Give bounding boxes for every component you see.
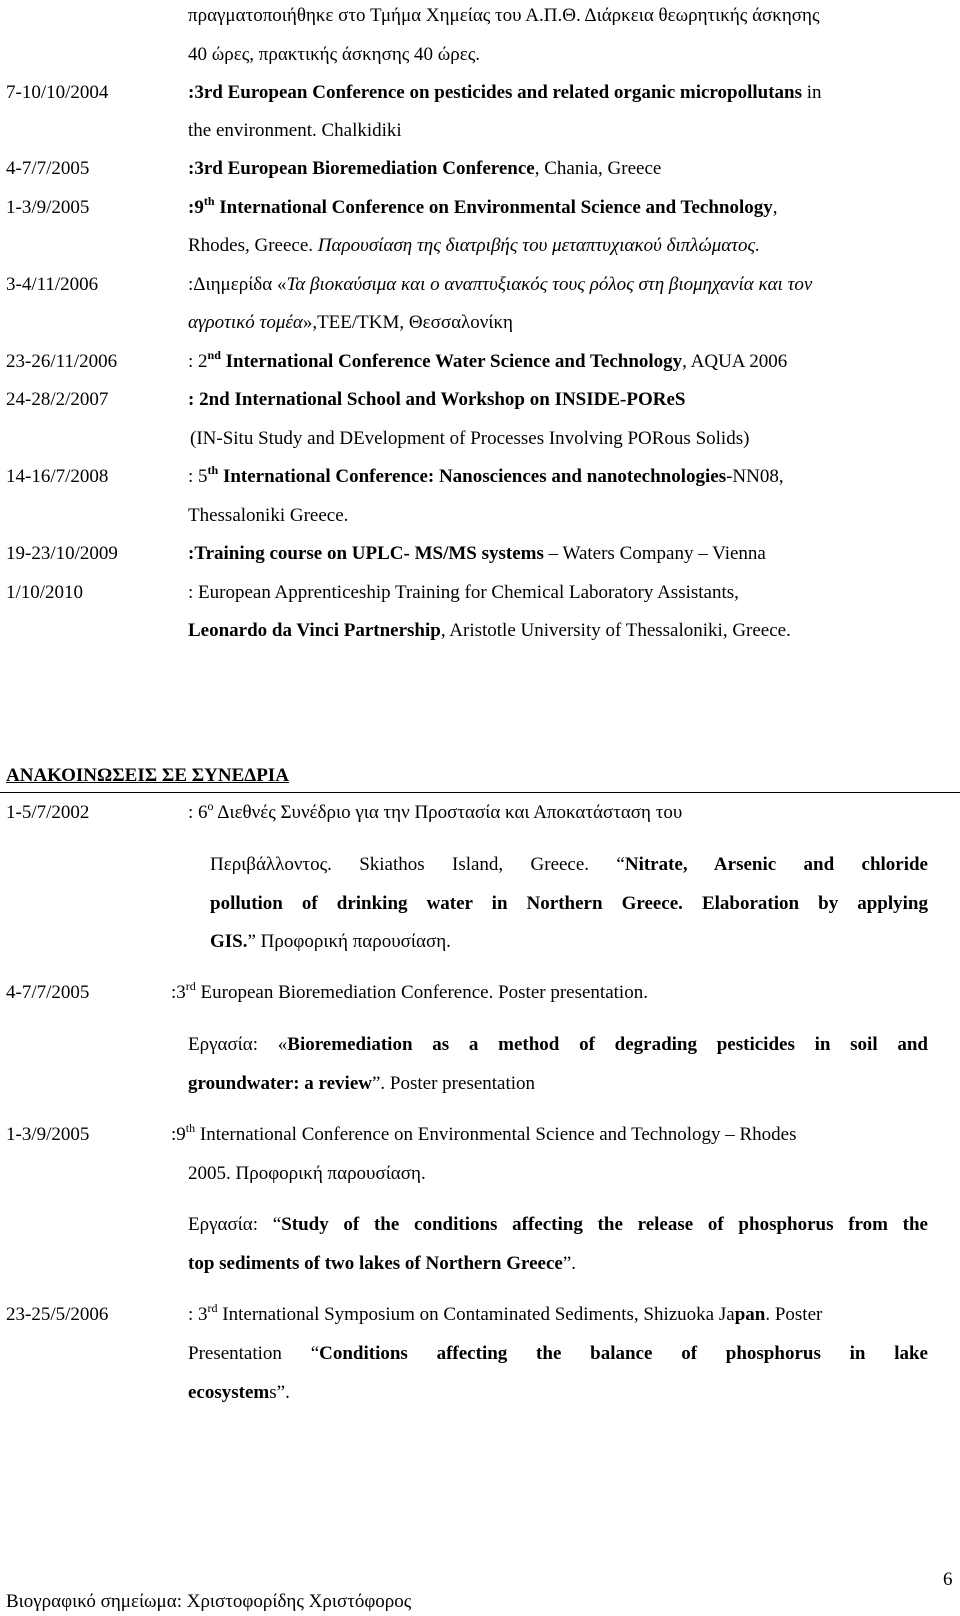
entry-text-cont: the environment. Chalkidiki	[188, 120, 402, 141]
announcement-date: 1-3/9/2005	[6, 1124, 90, 1145]
entry-text: :Διημερίδα «Τα βιοκαύσιμα και ο αναπτυξιακός τους ρόλος στη βιομηχανία και τον	[188, 274, 813, 295]
entry-date: 23-26/11/2006	[6, 351, 118, 372]
entry-date: 14-16/7/2008	[6, 466, 109, 487]
entry-text: :3rd European Bioremediation Conference, Chania, Greece	[188, 158, 662, 179]
entry-date: 3-4/11/2006	[6, 274, 99, 295]
entry-text: : European Apprenticeship Training for Chemical Laboratory Assistants,	[188, 582, 739, 603]
section-rule	[0, 792, 960, 793]
entry-date: 4-7/7/2005	[6, 158, 90, 179]
entry-text-cont: (IN-Situ Study and DEvelopment of Processes Involving PORous Solids)	[190, 428, 750, 449]
announcement-text-cont: GIS.” Προφορική παρουσίαση.	[210, 931, 451, 952]
entry-date: 1/10/2010	[6, 582, 84, 603]
entry-text: : 2nd International School and Workshop on INSIDE-POReS	[188, 389, 686, 410]
entry-date: 24-28/2/2007	[6, 389, 109, 410]
entry-date: 7-10/10/2004	[6, 82, 109, 103]
announcement-text-cont: pollution of drinking water in Northern Greece. Elaboration by applying	[210, 893, 928, 914]
entry-text: :9th International Conference on Environmental Science and Technology,	[188, 194, 778, 218]
announcement-text: : $6^o$ Διεθνές Συνέδριο για την Προστασία και Αποκατάσταση του	[188, 799, 683, 823]
announcement-date: 23-25/5/2006	[6, 1304, 109, 1325]
announcement-text-cont: ecosystems”.	[188, 1382, 290, 1403]
continuation-line-2: 40 ώρες, πρακτικής άσκησης 40 ώρες.	[188, 44, 481, 65]
announcement-date: 4-7/7/2005	[6, 982, 90, 1003]
continuation-line-1: πραγματοποιήθηκε στο Τμήμα Χημείας του Α.Π.Θ. Διάρκεια θεωρητικής άσκησης	[188, 5, 820, 26]
entry-text: :3rd European Conference on pesticides and related organic micropollutans in	[188, 82, 822, 103]
announcement-text-cont: groundwater: a review”. Poster presentation	[188, 1073, 536, 1094]
entry-text-cont: αγροτικό τομέα»,ΤΕΕ/ΤΚΜ, Θεσσαλονίκη	[188, 312, 513, 333]
page-footer: Βιογραφικό σημείωμα: Χριστοφορίδης Χριστόφορος	[6, 1591, 412, 1612]
entry-text: :Training course on UPLC- MS/MS systems – Waters Company – Vienna	[188, 543, 766, 564]
section-heading: ΑΝΑΚΟΙΝΩΣΕΙΣ ΣΕ ΣΥΝΕΔΡΙΑ	[6, 765, 289, 786]
announcement-text-cont: Εργασία: “Study of the conditions affecting the release of phosphorus from the	[188, 1214, 928, 1235]
announcement-text-cont: top sediments of two lakes of Northern Greece”.	[188, 1253, 577, 1274]
entry-text-cont: Rhodes, Greece. Παρουσίαση της διατριβής του μεταπτυχιακού διπλώματος.	[188, 235, 760, 256]
entry-date: 1-3/9/2005	[6, 197, 90, 218]
entry-text: : 2nd International Conference Water Science and Technology, AQUA 2006	[188, 348, 788, 372]
entry-date: 19-23/10/2009	[6, 543, 118, 564]
entry-text: : 5th International Conference: Nanosciences and nanotechnologies-NN08,	[188, 463, 784, 487]
announcement-text-cont: Presentation “Conditions affecting the balance of phosphorus in lake	[188, 1343, 928, 1364]
announcement-text: : 3rd International Symposium on Contaminated Sediments, Shizuoka Japan. Poster	[188, 1301, 823, 1325]
page-number: 6	[943, 1569, 953, 1590]
announcement-text: :9th International Conference on Environmental Science and Technology – Rhodes	[171, 1121, 797, 1145]
announcement-text: :3rd European Bioremediation Conference. Poster presentation.	[171, 979, 648, 1003]
entry-text-cont: Thessaloniki Greece.	[188, 505, 349, 526]
announcement-text-cont: Εργασία: «Bioremediation as a method of degrading pesticides in soil and	[188, 1034, 928, 1055]
announcement-text-cont: Περιβάλλοντος. Skiathos Island, Greece. “Nitrate, Arsenic and chloride	[210, 854, 928, 875]
announcement-text-cont: 2005. Προφορική παρουσίαση.	[188, 1163, 426, 1184]
announcement-date: 1-5/7/2002	[6, 802, 90, 823]
entry-text-cont: Leonardo da Vinci Partnership, Aristotle University of Thessaloniki, Greece.	[188, 620, 791, 641]
